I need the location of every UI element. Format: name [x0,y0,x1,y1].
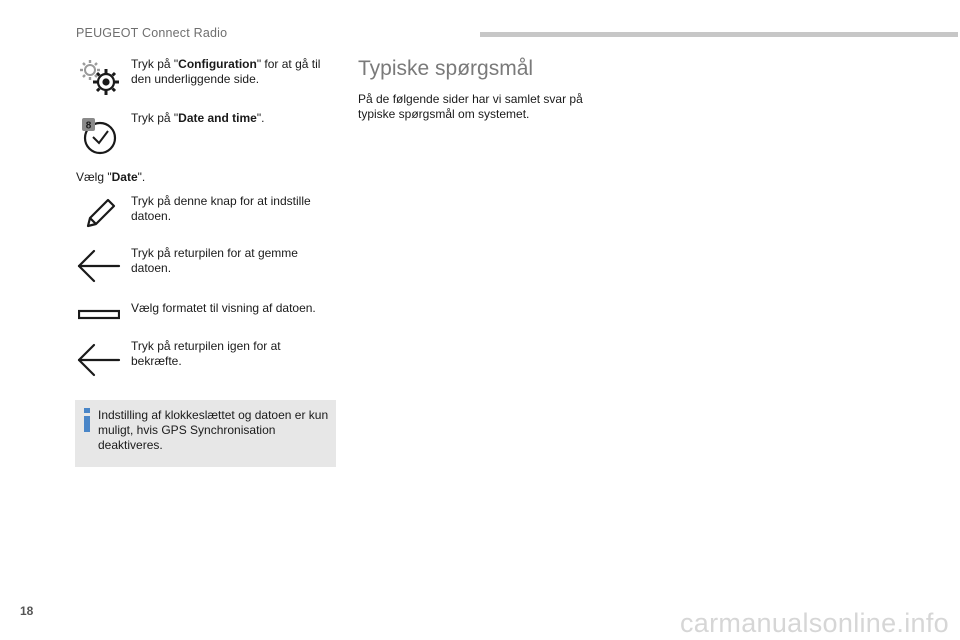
header-title: PEUGEOT Connect Radio [76,26,228,40]
date-time-badge: 8 [85,120,92,132]
step-pencil: Tryk på denne knap for at indstille datoen. [131,194,311,223]
date-label: Date [111,170,138,184]
format-bar-icon [78,308,120,326]
clock-icon [80,116,120,161]
watermark: carmanualsonline.info [680,608,949,638]
date-and-time-label: Date and time [178,111,257,125]
page-number: 18 [20,604,34,618]
back-arrow-icon [76,248,122,289]
step-back-confirm: Tryk på returpilen igen for at bekræfte. [131,339,281,368]
back-arrow-icon [76,342,122,383]
step-select-date: Vælg "Date". [76,170,146,184]
note-text: Indstilling af klokkeslættet og datoen er kun muligt, hvis GPS Synchronisation deaktiveres. [98,408,329,452]
info-icon [81,408,93,437]
info-note [75,400,336,467]
step-back-save: Tryk på returpilen for at gemme datoen. [131,246,298,275]
pencil-icon [84,198,116,235]
step-format: Vælg formatet til visning af datoen. [131,301,316,315]
section-text: På de følgende sider har vi samlet svar på typiske spørgsmål om systemet. [358,92,583,121]
step-date-time: Tryk på "Date and time". [131,111,265,125]
gear-icon [78,58,124,105]
section-title: Typiske spørgsmål [358,57,534,80]
configuration-label: Configuration [178,57,257,71]
header-divider [480,32,958,37]
step-configuration: Tryk på "Configuration" for at gå til den underliggende side. [131,57,321,86]
